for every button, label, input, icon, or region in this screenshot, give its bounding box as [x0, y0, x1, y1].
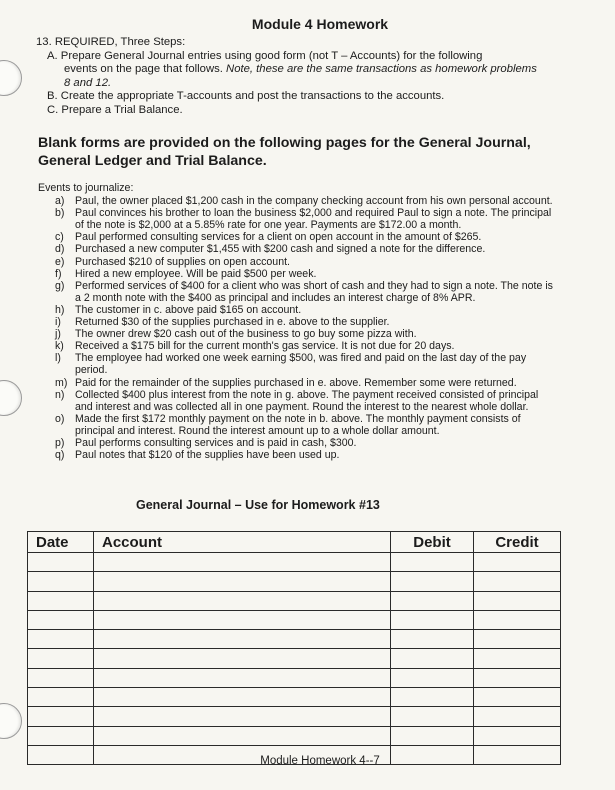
page-footer: Module Homework 4--7 [260, 755, 380, 767]
events-heading: Events to journalize: [38, 182, 134, 194]
event-item [38, 195, 615, 207]
event-text: Paul convinces his brother to loan the business $2,000 and required Paul to sign a note. The principal [75, 207, 552, 220]
event-letter: c) [55, 231, 64, 244]
account-cell [94, 553, 391, 572]
step-b: B. Create the appropriate T-accounts and post the transactions to the accounts. [47, 90, 445, 102]
account-cell [94, 668, 391, 687]
debit-cell [391, 572, 474, 591]
step-a-line3 [36, 77, 537, 91]
debit-cell [391, 553, 474, 572]
event-item [38, 437, 615, 449]
blank-forms-note-line2: General Ledger and Trial Balance. [38, 153, 267, 169]
journal-row [28, 591, 561, 610]
account-cell [94, 610, 391, 629]
event-text: Paul performs consulting services and is paid in cash, $300. [75, 436, 357, 449]
event-letter: h) [55, 303, 65, 316]
journal-row [28, 668, 561, 687]
event-letter: i) [55, 316, 61, 329]
credit-cell [474, 707, 561, 726]
punch-hole [0, 703, 22, 739]
journal-row [28, 726, 561, 745]
punch-hole [0, 380, 22, 416]
step-a-note: Note, these are the same transactions as homework problems [226, 63, 537, 75]
account-cell [94, 591, 391, 610]
account-cell [94, 707, 391, 726]
date-cell [28, 668, 94, 687]
step-a-line1: A. Prepare General Journal entries using good form (not T – Accounts) for the following [47, 49, 483, 62]
event-text: of the note is $2,000 at a 5.85% rate for one year. Payments are $172.00 a month. [75, 219, 462, 232]
event-text: Purchased $210 of supplies on open account. [75, 255, 290, 268]
debit-cell [391, 707, 474, 726]
date-cell [28, 707, 94, 726]
credit-cell [474, 630, 561, 649]
journal-row [28, 707, 561, 726]
date-cell [28, 630, 94, 649]
debit-cell [391, 630, 474, 649]
journal-title: General Journal – Use for Homework #13 [136, 498, 380, 512]
account-cell [94, 572, 391, 591]
credit-column-header: Credit [474, 532, 561, 553]
punch-hole [0, 60, 22, 96]
date-cell [28, 610, 94, 629]
credit-cell [474, 610, 561, 629]
event-text: Hired a new employee. Will be paid $500 per week. [75, 267, 317, 280]
event-letter: p) [55, 436, 65, 449]
event-letter: a) [55, 195, 65, 208]
journal-header-row [28, 532, 561, 553]
event-letter: f) [55, 267, 62, 280]
account-cell [94, 726, 391, 745]
event-item [38, 328, 615, 340]
event-letter: g) [55, 279, 65, 292]
account-cell [94, 630, 391, 649]
required-steps [36, 36, 537, 117]
step-a-plain: events on the page that follows. [64, 63, 227, 75]
event-letter: k) [55, 340, 64, 353]
event-item [38, 316, 615, 328]
event-item [38, 340, 615, 352]
credit-cell [474, 572, 561, 591]
event-item [38, 352, 615, 376]
events-list [38, 182, 615, 461]
event-item [38, 231, 615, 243]
event-letter: b) [55, 207, 65, 220]
event-text: Returned $30 of the supplies purchased in e. above to the supplier. [75, 316, 390, 329]
debit-cell [391, 610, 474, 629]
credit-cell [474, 553, 561, 572]
event-text: Paul performed consulting services for a client on open account in the amount of $265. [75, 231, 482, 244]
debit-cell [391, 726, 474, 745]
date-cell [28, 553, 94, 572]
event-text: The customer in c. above paid $165 on account. [75, 303, 302, 316]
journal-row [28, 688, 561, 707]
date-cell [28, 649, 94, 668]
general-journal-table [27, 531, 561, 765]
event-item [38, 304, 615, 316]
event-text: Paid for the remainder of the supplies purchased in e. above. Remember some were returned. [75, 376, 517, 389]
event-item [38, 256, 615, 268]
event-item [38, 243, 615, 255]
event-item [38, 389, 615, 413]
debit-cell [391, 591, 474, 610]
account-cell [94, 688, 391, 707]
blank-forms-note [38, 134, 531, 170]
event-item [38, 280, 615, 304]
event-text: Paul notes that $120 of the supplies have been used up. [75, 449, 340, 462]
event-item [38, 377, 615, 389]
debit-column-header: Debit [391, 532, 474, 553]
journal-row [28, 553, 561, 572]
date-column-header: Date [28, 532, 94, 553]
event-letter: n) [55, 388, 65, 401]
journal-row [28, 649, 561, 668]
step-a-note-cont: 8 and 12. [64, 76, 112, 89]
debit-cell [391, 649, 474, 668]
credit-cell [474, 591, 561, 610]
event-letter: m) [55, 376, 68, 389]
event-text: Paul, the owner placed $1,200 cash in the company checking account from his own personal account. [75, 195, 553, 208]
event-item [38, 207, 615, 231]
event-letter: o) [55, 412, 65, 425]
event-text: Received a $175 bill for the current month's gas service. It is not due for 20 days. [75, 340, 455, 353]
event-text: and interest and was collected all in one payment. Round the interest to the nearest whole dollar. [75, 400, 529, 413]
event-letter: d) [55, 243, 65, 256]
credit-cell [474, 726, 561, 745]
page-title: Module 4 Homework [251, 16, 389, 32]
event-text: Made the first $172 monthly payment on the note in b. above. The monthly payment consists of [75, 412, 521, 425]
journal-row [28, 572, 561, 591]
blank-forms-note-line1: Blank forms are provided on the following pages for the General Journal, [38, 135, 531, 151]
event-text: The employee had worked one week earning $500, was fired and paid on the last day of the pay [75, 352, 527, 365]
account-column-header: Account [94, 532, 391, 553]
journal-row [28, 630, 561, 649]
event-text: Collected $400 plus interest from the note in g. above. The payment received consisted of principal [75, 388, 539, 401]
date-cell [28, 591, 94, 610]
credit-cell [474, 649, 561, 668]
event-text: Performed services of $400 for a client who was short of cash and they had to sign a note. The note is [75, 279, 553, 292]
event-text: principal and interest. Round the interest amount up to a whole dollar amount. [75, 424, 440, 437]
journal-row [28, 610, 561, 629]
credit-cell [474, 688, 561, 707]
event-text: The owner drew $20 cash out of the business to go buy some pizza with. [75, 328, 417, 341]
debit-cell [391, 688, 474, 707]
step-a-line2 [36, 63, 537, 77]
date-cell [28, 572, 94, 591]
event-letter: l) [55, 352, 61, 365]
account-cell [94, 649, 391, 668]
date-cell [28, 726, 94, 745]
event-text: a 2 month note with the $400 as principal and includes an interest charge of 8% APR. [75, 291, 476, 304]
debit-cell [391, 668, 474, 687]
event-letter: q) [55, 449, 65, 462]
date-cell [28, 688, 94, 707]
event-item [38, 413, 615, 437]
event-text: Purchased a new computer $1,455 with $200 cash and signed a note for the difference. [75, 243, 486, 256]
event-letter: e) [55, 255, 65, 268]
event-letter: j) [55, 328, 61, 341]
event-item [38, 268, 615, 280]
step-c: C. Prepare a Trial Balance. [47, 103, 183, 116]
required-heading: 13. REQUIRED, Three Steps: [36, 36, 186, 48]
event-item [38, 449, 615, 461]
event-text: period. [75, 364, 108, 377]
credit-cell [474, 668, 561, 687]
